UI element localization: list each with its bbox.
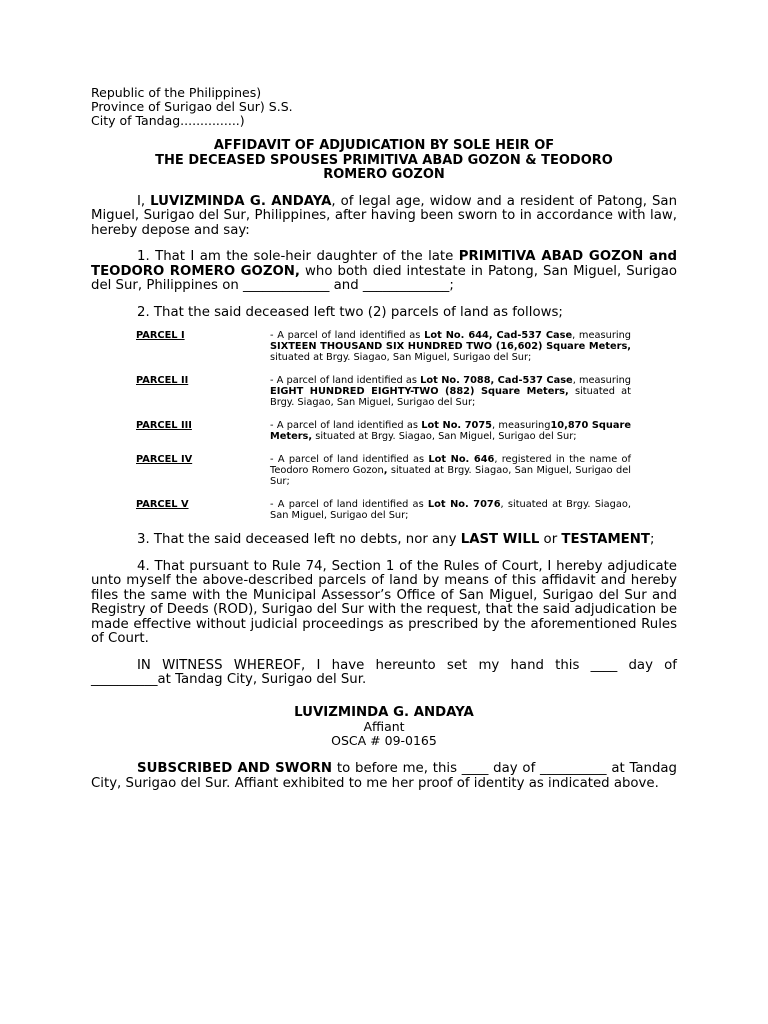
osca-number: OSCA # 09-0165 (331, 733, 437, 748)
intro-post: , of legal age, widow and a resident of Patong, San Miguel, Surigao del Sur, Philippines, after having been sworn to in accordance with law, hereby depose and say: (91, 193, 677, 238)
title-line-2: THE DECEASED SPOUSES PRIMITIVA ABAD GOZON & TEODORO (155, 152, 613, 168)
venue-line-3: City of Tandag...............) (91, 113, 245, 128)
deceased-names: PRIMITIVA ABAD GOZON and TEODORO ROMERO GOZON, (91, 249, 677, 279)
parcel-description: - A parcel of land identified as Lot No. 646, registered in the name of Teodoro Romero Gozon, situated at Brgy. Siagao, San Miguel, Surigao del Sur; (270, 454, 631, 487)
para1-post: who both died intestate in Patong, San Miguel, Surigao del Sur, Philippines on _____________ and _____________; (91, 263, 677, 293)
signatory-name: LUVIZMINDA G. ANDAYA (294, 704, 474, 720)
paragraph-4: 4. That pursuant to Rule 74, Section 1 of the Rules of Court, I hereby adjudicate unto myself the above-described parcels of land by means of this affidavit and hereby files the same with the Municipal Assessor’s Office of San Miguel, Surigao del Sur and Registry of Deeds (ROD), Surigao del Sur with the request, that the said adjudication be made effective without judicial proceedings as prescribed by the aforementioned Rules of Court. (91, 558, 677, 646)
venue-header (91, 86, 677, 128)
parcel-label: PARCEL I (136, 330, 185, 341)
parcel-list (136, 330, 677, 521)
paragraph-3: 3. That the said deceased left no debts, nor any LAST WILL or TESTAMENT; (137, 532, 655, 547)
venue-line-2: Province of Surigao del Sur) S.S. (91, 99, 293, 114)
paragraph-1 (91, 250, 677, 294)
witness-clause: IN WITNESS WHEREOF, I have hereunto set my hand this ____ day of __________at Tandag City, Surigao del Sur. (91, 657, 677, 687)
parcel-item (136, 454, 677, 487)
para1-pre: 1. That I am the sole-heir daughter of the late (137, 249, 459, 264)
venue-line-1: Republic of the Philippines) (91, 85, 262, 100)
parcel-item (136, 420, 677, 442)
jurat-paragraph: SUBSCRIBED AND SWORN to before me, this ____ day of __________ at Tandag City, Surigao del Sur. Affiant exhibited to me her proof of identity as indicated above. (91, 761, 677, 791)
parcel-label: PARCEL V (136, 499, 189, 510)
parcel-description: - A parcel of land identified as Lot No. 644, Cad-537 Case, measuring SIXTEEN THOUSAND SIX HUNDRED TWO (16,602) Square Meters, situated at Brgy. Siagao, San Miguel, Surigao del Sur; (270, 330, 631, 363)
parcel-item (136, 375, 677, 408)
parcel-label: PARCEL II (136, 375, 189, 386)
title-line-1: AFFIDAVIT OF ADJUDICATION BY SOLE HEIR OF (213, 138, 555, 153)
intro-pre: I, (137, 193, 151, 209)
signatory-role: Affiant (363, 719, 405, 734)
intro-paragraph (91, 195, 677, 239)
parcel-label: PARCEL III (136, 420, 192, 431)
paragraph-2: 2. That the said deceased left two (2) parcels of land as follows; (137, 304, 563, 320)
document-title (91, 139, 677, 183)
parcel-description: - A parcel of land identified as Lot No. 7088, Cad-537 Case, measuring EIGHT HUNDRED EIGHTY-TWO (882) Square Meters, situated at Brgy. Siagao, San Miguel, Surigao del Sur; (270, 375, 632, 408)
affidavit-body (91, 86, 677, 791)
parcel-item (136, 499, 677, 521)
title-line-3: ROMERO GOZON (323, 167, 445, 182)
affiant-name: LUVIZMINDA G. ANDAYA (150, 193, 332, 209)
parcel-label: PARCEL IV (136, 454, 193, 465)
parcel-description: - A parcel of land identified as Lot No. 7076, situated at Brgy. Siagao, San Miguel, Surigao del Sur; (270, 499, 631, 521)
parcel-item (136, 330, 677, 363)
parcel-description: - A parcel of land identified as Lot No. 7075, measuring10,870 Square Meters, situated at Brgy. Siagao, San Miguel, Surigao del Sur; (270, 420, 631, 442)
